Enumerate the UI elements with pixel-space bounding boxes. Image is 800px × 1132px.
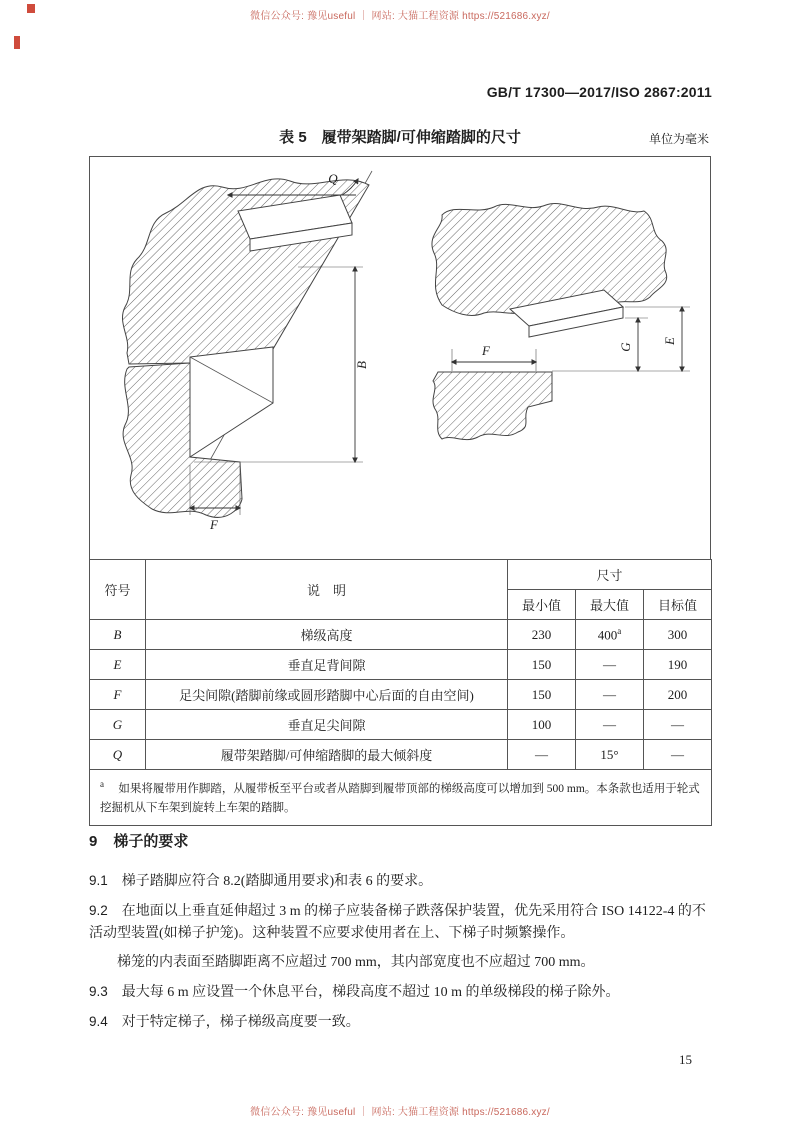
lower-structure-section (433, 372, 552, 440)
red-stamp-artifact (27, 4, 35, 13)
table-cell: 足尖间隙(踏脚前缘或圆形踏脚中心后面的自由空间) (146, 680, 508, 710)
clause-number: 9.4 (89, 1013, 108, 1029)
footnote-text: 如果将履带用作脚踏，从履带板至平台或者从踏脚到履带顶部的梯级高度可以增加到 500 mm。本条款也适用于轮式挖掘机从下车架到旋转上车架的踏脚。 (100, 782, 700, 814)
table-row (90, 740, 712, 770)
table-cell: — (576, 650, 644, 680)
clause-text: 最大每 6 m 应设置一个休息平台，梯段高度不超过 10 m 的单级梯段的梯子除外。 (121, 985, 620, 1000)
technical-figure (90, 157, 710, 559)
col-min: 最小值 (508, 590, 576, 620)
dim-label-q: Q (328, 171, 338, 186)
table-cell: — (576, 680, 644, 710)
table-cell: E (90, 650, 146, 680)
clause (89, 982, 713, 1004)
dim-label-f-right: F (482, 343, 490, 358)
table-footnote-row (90, 770, 712, 826)
red-stamp-artifact (14, 36, 20, 49)
clause-number: 9.3 (89, 984, 108, 999)
table-cell: Q (90, 740, 146, 770)
dim-label-e: E (662, 337, 677, 345)
table-title: 表 5 履带架踏脚/可伸缩踏脚的尺寸 (279, 129, 521, 146)
upper-structure-section (432, 203, 667, 315)
table-row (90, 710, 712, 740)
table-row (90, 650, 712, 680)
clause (89, 952, 713, 974)
watermark-bottom: 微信公众号: 豫见useful ｜ 网站: 大猫工程资源 https://521686.xyz/ (250, 1107, 550, 1118)
table-cell: 150 (508, 680, 576, 710)
table-cell: 履带架踏脚/可伸缩踏脚的最大倾斜度 (146, 740, 508, 770)
table-cell: G (90, 710, 146, 740)
table-row (90, 680, 712, 710)
table-cell: 190 (644, 650, 712, 680)
col-description: 说 明 (146, 560, 508, 620)
clause-list (89, 871, 713, 1033)
table-cell: B (90, 620, 146, 650)
table-row (90, 620, 712, 650)
unit-note: 单位为毫米 (648, 132, 709, 146)
table-cell: F (90, 680, 146, 710)
table-title-row (89, 126, 711, 156)
clause-text: 在地面以上垂直延伸超过 3 m 的梯子应装备梯子跌落保护装置，优先采用符合 ISO 14122-4 的不活动型装置(如梯子护笼)。这种装置不应要求使用者在上、下梯子时频繁操作。 (89, 903, 706, 941)
dim-label-b: B (354, 361, 369, 369)
table-cell: 100 (508, 710, 576, 740)
clause (89, 871, 713, 893)
table-cell: — (508, 740, 576, 770)
table-header-row-1 (90, 560, 712, 590)
clause (89, 901, 713, 944)
dimension-table (89, 559, 712, 826)
table5-body (90, 620, 712, 770)
table-cell: 150 (508, 650, 576, 680)
section-title: 梯子的要求 (113, 833, 189, 850)
clause-number: 9.2 (89, 902, 108, 918)
col-max: 最大值 (576, 590, 644, 620)
clause-text: 梯子踏脚应符合 8.2(踏脚通用要求)和表 6 的要求。 (121, 874, 433, 890)
figure-box (89, 156, 711, 560)
clause-number: 9.1 (89, 873, 108, 889)
table-cell: — (576, 710, 644, 740)
standard-number: GB/T 17300—2017/ISO 2867:2011 (486, 84, 712, 100)
col-symbol: 符号 (90, 560, 146, 620)
table-cell: 15° (576, 740, 644, 770)
section-number: 9 (89, 833, 98, 850)
table-cell: 200 (644, 680, 712, 710)
table-cell: 230 (508, 620, 576, 650)
watermark-top: 微信公众号: 豫见useful ｜ 网站: 大猫工程资源 https://521686.xyz/ (250, 11, 550, 22)
table-cell: 垂直足背间隙 (146, 650, 508, 680)
table-cell: — (644, 740, 712, 770)
table-cell: — (644, 710, 712, 740)
footnote-marker: a (100, 779, 104, 789)
dim-label-g: G (618, 342, 633, 352)
clause-text: 对于特定梯子，梯子梯级高度要一致。 (121, 1014, 360, 1030)
dim-label-f-left: F (210, 517, 218, 532)
table-cell: 400$^a$ (576, 620, 644, 650)
col-target: 目标值 (644, 590, 712, 620)
col-dimension: 尺寸 (508, 560, 712, 590)
page-number: 15 (679, 1052, 692, 1067)
table5-block (89, 126, 711, 826)
table-cell: 垂直足尖间隙 (146, 710, 508, 740)
section-heading (89, 830, 713, 853)
table-cell: 梯级高度 (146, 620, 508, 650)
table-footnote (90, 770, 712, 826)
clause (89, 1012, 713, 1034)
section-9 (89, 830, 713, 1041)
clause-text: 梯笼的内表面至踏脚距离不应超过 700 mm，其内部宽度也不应超过 700 mm。 (117, 955, 595, 971)
table-cell: 300 (644, 620, 712, 650)
